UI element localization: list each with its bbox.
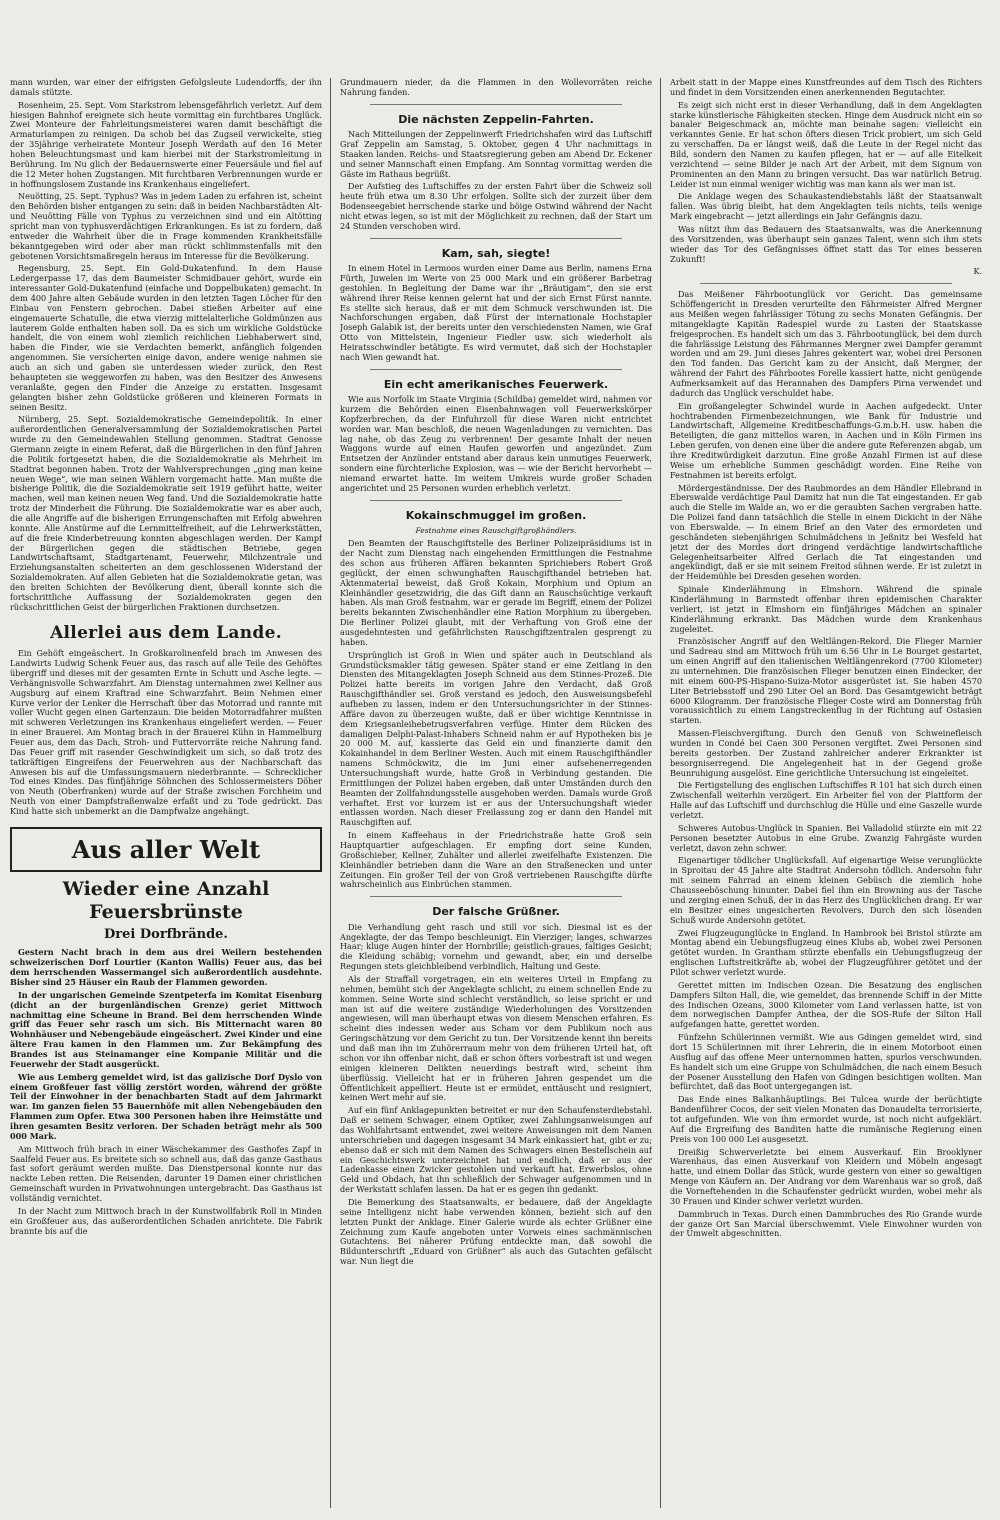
article-paragraph: In einem Hotel in Lermoos wurden einer Dame aus Berlin, namens Erna Fürth, Juwelen im Werte von 25 000 Mark und ein größerer Barbetrag gestohlen. In Begleitung der Dame war ihr „Bräutigam“, den sie erst während ihrer Reise kennen gelernt hat und der sich Ernst Fürst nannte. Es stellte sich heraus, daß er mit dem Schmuck verschwunden ist. Die Nachforschungen ergaben, daß Fürst der internationale Hochstapler Joseph Galabik ist, der bereits unter den verschiedensten Namen, wie Graf Otto von Mittelstein, Ingenieur Fiedler usw. sich wiederholt als Heiratsschwindler betätigte. Es wird vermutet, daß sich der Hochstapler nach Wien gewandt hat.	[340, 263, 652, 362]
article-paragraph: Auf ein fünf Anklagepunkten betreitet er nur den Schaufensterdiebstahl. Daß er seinem Schwager, einem Optiker, zwei Zahlungsanweisungen auf das Wohlfahrtsamt entwendet, zwei weitere Anweisungen mit dem Namen unterschrieben und dagegen insgesamt 34 Mark einkassiert hat, gibt er zu; ebenso daß er sich mit dem Namen des Schwagers einen Bestellschein auf ein Geschichtswerk unterzeichnet hat und endlich, daß er aus der Ladenkasse einen Zwicker gestohlen und verkauft hat. Erwerbslos, ohne Geld und Obdach, hat ihn schließlich der Schwager aufgenommen und in der Werkstatt schlafen lassen. Da hat er es gegen ihn gedankt.	[340, 1105, 652, 1195]
article-headline: Kokainschmuggel im großen.	[405, 508, 587, 522]
author-signature: K.	[973, 267, 982, 277]
article-subheadline: Festnahme eines Rauschgiftgroßhändlers.	[415, 526, 577, 536]
article-paragraph: Französischer Angriff auf den Weltlängen-Rekord. Die Flieger Marnier und Sadreau sind am Mittwoch früh um 6.56 Uhr in Le Bourget gestartet, um einen Angriff auf den italienischen Weltlängenrekord (7700 Kilometer) zu unternehmen. Die französischen Flieger benutzen einen Eindecker, der mit einem 600-PS-Hispano-Suiza-Motor ausgerüstet ist. Sie haben 4570 Liter Betriebsstoff und 290 Liter Oel an Bord. Das Gesamtgewicht beträgt 6000 Kilogramm. Der französische Flieger Coste wird am Donnerstag früh voraussichtlich zu einem Langstreckenflug in der Richtung auf Ostasien starten.	[670, 636, 982, 726]
divider	[370, 104, 622, 105]
article-headline: Ein echt amerikanisches Feuerwerk.	[383, 377, 609, 391]
article-paragraph: Eigenartiger tödlicher Unglücksfall. Auf eigenartige Weise verunglückte in Sproitau der 45 Jahre alte Stadtrat Andersohn tödlich. Andersohn fuhr mit seinem Fahrrad an einem kleinen Gebüsch die ziemlich hohe Chausseeböschung hinunter. Dabei fiel ihm ein Browning aus der Tasche und zerging einen Schuß, der in das Herz des Unglücklichen drang. Er war ein Besitzer eines ungesicherten Revolvers. Durch den sich lösenden Schuß wurde Andersohn getötet.	[670, 855, 982, 925]
article-paragraph: Neuötting, 25. Sept. Typhus? Was in jedem Laden zu erfahren ist, scheint den Behörden bisher entgangen zu sein: daß in beiden Nachbarstädten Alt- und Neuötting Fälle von Typhus zu verzeichnen sind und ein Altötting spricht man von typhusverdächtigen Erkrankungen. Es ist zu fordern, daß entweder die Wahrheit über die in Frage kommenden Krankheitsfälle bekanntgegeben wird oder aber man rückt schlimmstenfalls mit den gebotenen Vorsichtsmaßregeln heraus im Interesse für die Bevölkerung.	[10, 191, 322, 261]
article-paragraph: Wie aus Lemberg gemeldet wird, ist das galizische Dorf Dyslo von einem Großfeuer fast völlig zerstört worden, während der größte Teil der Einwohner in der benachbarten Stadt auf dem Jahrmarkt war. Im ganzen fielen 55 Bauernhöfe mit allen Nebengebäuden den Flammen zum Opfer. Etwa 300 Personen haben ihre Heimstätte und ihren gesamten Besitz verloren. Der Schaden beträgt mehr als 500 000 Mark.	[10, 1071, 322, 1141]
article-headline: Kam, sah, siegte!	[441, 246, 551, 260]
article-paragraph: Rosenheim, 25. Sept. Vom Starkstrom lebensgefährlich verletzt. Auf dem hiesigen Bahnhof ereignete sich heute vormittag ein furchtbares Unglück. Zwei Monteure der Fahrleitungsmeisterei waren damit beschäftigt die Armaturlampen zu reinigen. Da schob bei das Zugseil verwickelte, stieg der 35jährige verheiratete Monteur Joseph Werdath auf den 16 Meter hohen Beleuchtungsmast und kam hierbei mit der Starkstromleitung in Berührung. Im Nu glich der Bedauernswerte einer Feuersäule und fiel auf die 12 Meter hohen Zugstangen. Mit furchtbaren Verbrennungen wurde er in hoffnungslosem Zustande ins Krankenhaus eingeliefert.	[10, 99, 322, 189]
article-paragraph: Es zeigt sich nicht erst in dieser Verhandlung, daß in dem Angeklagten starke künstlerische Fähigkeiten stecken. Hinge dem Ausdruck nicht ein so banaler Beigeschmack an, möchte man beinahe sagen: vielleicht ein verkanntes Genie. Er hat schon öfters diesen Trick probiert, um sich Geld zu verschaffen. Da er längst weiß, daß die Leute in der Regel nicht das Bild, sondern den Namen zu kaufen pflegen, hat er — auf alle Eitelkeit verzichtend — seine Bilder je nach Art der Arbeit, mit dem Signum von Prominenten an den Mann zu bringen versucht. Das war natürlich Betrug. Leider ist nun einmal weniger wichtig was man kann als wer man ist.	[670, 99, 982, 189]
article-headline: Der falsche Grüßner.	[432, 905, 560, 919]
article-paragraph: Die Fertigstellung des englischen Luftschiffes R 101 hat sich durch einen Zwischenfall weiterhin verzögert. Ein Arbeiter fiel von der Plattform der Halle auf das Luftschiff und durchschlug die Hülle und eine Gaszelle wurde verletzt.	[670, 780, 982, 821]
column-left	[10, 78, 322, 1239]
section-heading: Allerlei aus dem Lande.	[50, 622, 282, 643]
article-paragraph: Schweres Autobus-Unglück in Spanien. Bei Valladolid stürzte ein mit 22 Personen besetzter Autobus in eine Grube. Zwanzig Fahrgäste wurden verletzt, davon zehn schwer.	[670, 822, 982, 853]
article-paragraph: In der ungarischen Gemeinde Szentpeterfa im Komitat Eisenburg (dicht an der burgenländischen Grenze) geriet Mittwoch nachmittag eine Scheune in Brand. Bei dem herrschenden Winde griff das Feuer sehr rasch um sich. Bis Mitternacht waren 80 Wohnhäuser und Nebengebäude eingeäschert. Zwei Kinder und eine ältere Frau kamen in den Flammen um. Zur Bekämpfung des Brandes ist aus Steinamanger eine Kompanie Militär und die Feuerwehr der Stadt ausgerückt.	[10, 989, 322, 1069]
divider	[370, 896, 622, 897]
article-paragraph: Ursprünglich ist Groß in Wien und später auch in Deutschland als Grundstücksmakler tätig gewesen. Später stand er eine Zeitlang in den Diensten des Mitangeklagten Joseph Schneid aus dem Stinnes-Prozeß. Die Polizei hatte bereits im vorigen Jahre den Verdacht, daß Groß Rauschgifthändler sei. Groß verstand es jedoch, den Ausweisungsbefehl aufheben zu lassen, indem er den Untersuchungsrichter in der Stinnes-Affäre davon zu überzeugen wußte, daß er über wichtige Kenntnisse in dem Kriegsanleihebetrugsverfahren verfüge. Hinter dem Rücken des damaligen Delphi-Palast-Inhabers Schneid nahm er auf Hypotheken bis je 20 000 M. auf, kassierte das Geld ein und finanzierte damit den Kokainhandel in dem Berliner Westen. Auch mit einem Rauschgifthändler namens Schmöckwitz, die im Juni einer aufsehenerregenden Untersuchungshaft wurde, hatte Groß in Verbindung gestanden. Die Ermittlungen der Polizei haben ergeben, daß unter Umständen durch den Beamten der Zollfahndungsstelle ausgehoben werden. Damals wurde Groß verhaftet. Erst vor kurzem ist er aus der Untersuchungshaft wieder entlassen worden. Nach dieser Freilassung zog er dann den Handel mit Rauschgiften auf.	[340, 649, 652, 828]
article-paragraph: Grundmauern nieder, da die Flammen in den Wollevorräten reiche Nahrung fanden.	[340, 78, 652, 97]
divider	[370, 500, 622, 501]
article-paragraph: Das Ende eines Balkanhäuptlings. Bei Tulcea wurde der berüchtigte Bandenführer Cocos, der seit vielen Monaten das Donaudelta terrorisierte, tot aufgefunden. Wie von ihm ermordet wurde, ist noch nicht aufgeklärt. Auf die Ergreifung des Banditen hatte die rumänische Regierung einen Preis von 100 000 Lei ausgesetzt.	[670, 1094, 982, 1144]
divider	[370, 238, 622, 239]
article-paragraph: Die Bemerkung des Staatsanwalts, er bedauere, daß der Angeklagte seine Intelligenz nicht habe verwenden können, bezieht sich auf den letzten Punkt der Anklage. Einer Galerie wurde als echter Grüßner eine Zeichnung zum Kaufe angeboten unter Vorweis eines sachmännischen Gutachtens. Bei näherer Prüfung entdeckte man, daß sowohl die Bildunterschrift „Eduard von Grüßner“ als auch das Gutachten gefälscht war. Nun liegt die	[340, 1196, 652, 1267]
article-paragraph: Die Anklage wegen des Schaukastendiebstahls läßt der Staatsanwalt fallen. Was übrig bleibt, hat dem Angeklagten teils nichts, teils wenige Mark eingebracht — jetzt allerdings ein Jahr Gefängnis dazu.	[670, 191, 982, 222]
article-paragraph: Als der Straffall vorgetragen, ein ein weiteres Urteil in Empfang zu nehmen, bemüht sich der Angeklagte schlicht, zu einem schnellen Ende zu kommen. Seine Worte sind schlecht verständlich, so leise spricht er und man ist auf die weitere zuständige Wiederholungen des Vorsitzenden angewiesen, will man überhaupt etwas von diesem Menschen erfahren. Es scheint dies indessen weder aus Scham vor dem Publikum noch aus Geringschätzung vor dem Gericht zu tun. Der Vorsitzende kennt ihn bereits und daß man ihn im Zuhörerraum mehr von dem früheren Urteil hat, oft schon vor ihn offenbar nicht, daß er schon öfters vorbestraft ist und wegen einigen kleineren Delikten neuerdings bestraft wird, scheint ihm überflüssig. Vielleicht hat er in früheren Jahren gespendet um die Öffentlichkeit appelliert. Heute ist er ermüdet, enttäuscht und resigniert, keinen Wert mehr auf sie.	[340, 974, 652, 1103]
column-rule	[660, 78, 661, 1508]
article-paragraph: mann wurden, war einer der eifrigsten Gefolgsleute Ludendorffs, der ihn damals stützte.	[10, 78, 322, 97]
article-paragraph: Nürnberg, 25. Sept. Sozialdemokratische Gemeindepolitik. In einer außerordentlichen Generalversammlung der Sozialdemokratischen Partei wurde zu den Gemeindewahlen Stellung genommen. Stadtrat Genosse Giermann zeigte in einem Referat, daß die Bürgerlichen in den fünf Jahren die Politik fortgesetzt haben, die die Sozialdemokratie als Mehrheit im Stadtrat begonnen haben. Trotz der Wahlversprechungen „ging man keine neuen Wege“, wie man seinen Wählern vorgemacht hatte. Man mußte die bisherige Politik, die die Sozialdemokratie seit 1919 geführt hatte, weiter machen, weil man keinen neuen Weg fand. Und die Sozialdemokratie hatte trotz der Minderheit die Führung. Die Sozialdemokratie war es aber auch, die alle Angriffe auf die bisherigen Errungenschaften mit Erfolg abwehren konnte. Alle Anstürme auf die Lernmittelfreiheit, auf die Lehrwerkstätten, auf die freie Kinderbetreuung konnten abgeschlagen werden. Der Kampf der Bürgerlichen gegen die städtischen Betriebe, gegen Landwirtschaftsamt, Stadtgartenamt, Feuerwehr, Milchzentrale und Erziehungsanstalten scheiterten an dem geschlossenen Widerstand der Sozialdemokraten. Auf allen Gebieten hat die Sozialdemokratie getan, was den breiten Schichten der Bevölkerung dient, überall konnte sich die fortschrittliche Auffassung der Sozialdemokraten gegen den rückschrittlichen Geist der bürgerlichen Fraktionen durchsetzen.	[10, 414, 322, 612]
article-paragraph: Das Meißener Fährbootunglück vor Gericht. Das gemeinsame Schöffengericht in Dresden verurteilte den Fährmeister Alfred Mergner aus Meißen wegen fahrlässiger Tötung zu sechs Monaten Gefängnis. Der mitangeklagte Kapitän Radespiel wurde zu Lasten der Staatskasse freigesprochen. Es handelt sich um das 3. Fährbootunglück, bei dem durch die fahrlässige Leistung des Fährmannes Mergner zwei Dampfer gerammt worden und am 29. Juni dieses Jahres gekentert war, wobei drei Personen den Tod fanden. Das Gericht kam zu der Ansicht, daß Mergner, der während der Fahrt des Fährbootes Forelle kassiert hatte, nicht genügende Aufmerksamkeit auf das Herannahen des Dampfers Pirna verwendet und dadurch das Unglück verschuldet habe.	[670, 289, 982, 398]
article-paragraph: Regensburg, 25. Sept. Ein Gold-Dukatenfund. In dem Hause Ledergerpasse 17, das dem Baumeister Schmidbauer gehört, wurde ein interessanter Gold-Dukatenfund (einfache und Doppelbukaten) gemacht. In dem 400 Jahre alten Gebäude wurden in den letzten Tagen Löcher für den Einbau von Fenstern gebrochen. Dabei stießen Arbeiter auf eine eingemauerte Schatulle, die etwa vierzig mittelalterliche Goldmünzen aus lauterem Golde enthalten haben soll. Da es sich um wirkliche Goldstücke handelt, die von einem wohl ziemlich reichlichen Liebhaberwert sind, haben die Finder, wie sie Verdachten bemerkt, anfänglich folgenden angenommen. Sie versicherten einige davon, andere wenige nahmen sie auch an sich und gaben sie unterdessen wieder zurück, den Rest behaupteten sie weggeworfen zu haben, was den Besitzer des Anwesens veranlaßte, gegen den Finder die Anzeige zu erstatten. Insgesamt gelangten bisher zehn Goldstücke größeren und kleineren Formats in seinen Besitz.	[10, 263, 322, 412]
article-paragraph: Wie aus Norfolk im Staate Virginia (Schildba) gemeldet wird, nahmen vor kurzem die Behörden einen Eisenbahnwagen voll Feuerwerkskörper Kopfzerbrechen, da der Einfuhrzoll für diese Waren nicht entrichtet worden war. Man beschloß, die neuen Wagenladungen zu vernichten. Das lag nahe, ob das Zeug zu verbrennen! Der gesamte Inhalt der neuen Waggons wurde auf einen Haufen geworfen und angezündet. Zum Entsetzen der Anzünder entstand aber daraus kein unmutiges Feuerwerk, sondern eine fürchterliche Explosion, was — wie der Bericht hervorhebt — niemand erwartet hatte. Im weitem Umkreis wurde großer Schaden angerichtet und 25 Personen wurden erheblich verletzt.	[340, 394, 652, 493]
article-paragraph: Fünfzehn Schülerinnen vermißt. Wie aus Gdingen gemeldet wird, sind dort 15 Schülerinnen mit ihrer Lehrerin, die in einem Motorboot einen Ausflug auf das offene Meer unternommen hatten, spurlos verschwunden. Es handelt sich um eine Gruppe von Schulmädchen, die nach einem Besuch der Posener Ausstellung den Hafen von Gdingen besichtigen wollten. Man befürchtet, daß das Boot untergegangen ist.	[670, 1032, 982, 1092]
article-paragraph: Gerettet mitten im Indischen Ozean. Die Besatzung des englischen Dampfers Silton Hall, die, wie gemeldet, das brennende Schiff in der Mitte des Indischen Ozeans, 3000 Kilometer vom Land verlassen hatte, ist von dem norwegischen Dampfer Anthea, der die SOS-Rufe der Silton Hall aufgefangen hatte, gerettet worden.	[670, 979, 982, 1030]
article-headline: Die nächsten Zeppelin-Fahrten.	[398, 112, 594, 126]
article-paragraph: Massen-Fleischvergiftung. Durch den Genuß von Schweinefleisch wurden in Condé bei Caen 300 Personen vergiftet. Zwei Personen sind bereits gestorben. Der Zustand zahlreicher anderer Erkrankter ist besorgniserregend. Die Angelegenheit hat in der Gegend große Beunruhigung ausgelöst. Eine gerichtliche Untersuchung ist eingeleitet.	[670, 728, 982, 778]
article-headline: Wieder eine Anzahl Feuersbrünste	[62, 878, 270, 924]
article-paragraph: Nach Mitteilungen der Zeppelinwerft Friedrichshafen wird das Luftschiff Graf Zeppelin am Samstag, 5. Oktober, gegen 4 Uhr nachmittags in Staaken landen. Reichs- und Staatsregierung geben am Abend Dr. Eckener und seiner Mannschaft einen Empfang. Am Sonntag vormittag werden die Gäste im Rathaus begrüßt.	[340, 129, 652, 179]
article-paragraph: Mördergeständnisse. Der des Raubmordes an dem Händler Ellebrand in Eberswalde verdächtige Paul Damitz hat nun die Tat eingestanden. Er gab auch die Stelle im Walde an, wo er die geraubten Sachen vergraben hatte. Die Polizei fand dann tatsächlich die Stelle in einem Dickicht in der Nähe von Eberswalde. — In einem Brief an den Vater des ermordeten und geschändeten siebenjährigen Schulmädchens in Jeßnitz bei Wesfeld hat jetzt der des Mordes dort dringend verdächtige landwirtschaftliche Gelegenheitsarbeiter Alfred Gerlach die Tat eingestanden und angekündigt, daß er sie mit seinem Freitod sühnen werde. Er ist zuletzt in der Heidemühle bei Dresden gesehen worden.	[670, 482, 982, 582]
article-paragraph: Gestern Nacht brach in dem aus drei Weilern bestehenden schweizerischen Dorf Lourtier (Kanton Wallis) Feuer aus, das bei dem herrschenden Wassermangel sich außerordentlich ausdehnte. Bisher sind 25 Häuser ein Raub der Flammen geworden.	[10, 947, 322, 987]
article-paragraph: Zwei Flugzeugunglücke in England. In Hambrook bei Bristol stürzte am Montag abend ein Uebungsflugzeug eines Klubs ab, wobei zwei Personen getötet wurden. In Grantham stürzte ebenfalls ein Uebungsflugzeug der englischen Luftstreitkräfte ab, wobei der Flugzeugführer getötet und der Pilot schwer verletzt wurde.	[670, 927, 982, 977]
article-paragraph: Ein Gehöft eingeäschert. In Großkarolinenfeld brach im Anwesen des Landwirts Ludwig Schenk Feuer aus, das rasch auf alle Teile des Gehöftes übergriff und dieses mit der gesamten Ernte in Schutt und Asche legte. — Verhängnisvolle Schwarzfahrt. Am Dienstag unternahmen zwei Kellner aus Augsburg auf einem Kraftrad eine Schwarzfahrt. Beim Nehmen einer Kurve verlor der Lenker die Herrschaft über das Motorrad und rannte mit voller Wucht gegen einen Gartenzaun. Die beiden Motorradfahrer mußten mit schweren Verletzungen ins Krankenhaus eingeliefert werden. — Feuer in einer Brauerei. Am Montag brach in der Brauerei Kühn in Hammelburg Feuer aus, dem das Dach, Stroh- und Futtervorräte reiche Nahrung fand. Das Feuer griff mit rasender Geschwindigkeit um sich, so daß trotz des tatkräftigen Eingreifens der Feuerwehren aus der Nachbarschaft das Anwesen bis auf die Umfassungsmauern niederbrannte. — Schrecklicher Tod eines Kindes. Das fünfjährige Söhnchen des Schlossermeisters Döher von Neuth (Oberfranken) wurde auf der Straße zwischen Forchheim und Neuth von einer Dampfstraßenwalze erfaßt und zu Tode gedrückt. Das Kind hatte sich unbemerkt an die Dampfwalze angehängt.	[10, 648, 322, 817]
article-paragraph: In der Nacht zum Mittwoch brach in der Kunstwollfabrik Roll in Minden ein Großfeuer aus, das außerordentlichen Schaden anrichtete. Die Fabrik brannte bis auf die	[10, 1205, 322, 1236]
article-paragraph: Spinale Kinderlähmung in Elmshorn. Während die spinale Kinderlähmung in Barmstedt offenbar ihren epidemischen Charakter verliert, ist jetzt in Elmshorn ein fünfjähriges Mädchen an spinaler Kinderlähmung erkrankt. Das Mädchen wurde dem Krankenhaus zugeleitet.	[670, 584, 982, 634]
article-paragraph: Ein großangelegter Schwindel wurde in Aachen aufgedeckt. Unter hochtrabenden Firmenbezeichnungen, wie Bank für Industrie und Landwirtschaft, Allgemeine Kreditbeschaffungs-G.m.b.H. usw. haben die Beteiligten, die ganz mittellos waren, in Aachen und in Köln Firmen ins Leben gerufen, von denen eine über die andere gute Referenzen abgab, um ihre Kreditwürdigkeit darzutun. Eine große Anzahl Firmen ist auf diese Weise um erhebliche Summen geschädigt worden. Eine Reihe von Festnahmen ist bereits erfolgt.	[670, 400, 982, 480]
article-paragraph: Den Beamten der Rauschgiftstelle des Berliner Polizeipräsidiums ist in der Nacht zum Dienstag nach eingehenden Ermittlungen die Festnahme des schon aus früheren Affären bekannten Sprichiebers Robert Groß geglückt, der einen schwunghaften Rauschgifthandel betrieben hat. Aktenmaterial beweist, daß Groß Kokain, Morphium und Opium an Kleinhändler gesetzwidrig, die das Gift dann an Rauschsüchtige verkauft haben. Als man Groß festnahm, war er gerade im Begriff, einem der Polizei bereits bekannten Zwischenhändler eine Ration Morphium zu übergeben. Die Berliner Polizei glaubt, mit der Verhaftung von Groß eine der ausgedehntesten und gefährlichsten Rauschgiftzentralen gesprengt zu haben.	[340, 538, 652, 647]
divider	[700, 283, 952, 284]
column-right	[670, 78, 982, 1242]
article-paragraph: Arbeit statt in der Mappe eines Kunstfreundes auf dem Tisch des Richters und findet in dem Vorsitzenden einen anerkennenden Begutachter.	[670, 78, 982, 97]
article-paragraph: Der Aufstieg des Luftschiffes zu der ersten Fahrt über die Schweiz soll heute früh etwa um 8.30 Uhr erfolgen. Sollte sich der zurzeit über dem Bodenseegebiet herrschende starke und böige Ostwind während der Nacht nicht etwas legen, so ist mit der Möglichkeit zu rechnen, daß der Start um 24 Stunden verschoben wird.	[340, 181, 652, 231]
article-paragraph: Die Verhandlung geht rasch und still vor sich. Diesmal ist es der Angeklagte, der das Tempo beschleunigt. Ein Vierziger; langes, schwarzes Haar; kluge Augen hinter der Hornbrille; geistlich-graues, faltiges Gesicht; die Kleidung schäbig; vornehm und gewandt, aber, ein und derselbe Regungen stets gleichbleibend verbindlich, Haltung und Geste.	[340, 921, 652, 972]
column-middle	[340, 78, 652, 1270]
divider	[370, 369, 622, 370]
article-paragraph: Dammbruch in Texas. Durch einen Dammbruches des Rio Grande wurde der ganze Ort San Marcial überschwemmt. Viele Einwohner wurden von der Umwelt abgeschnitten.	[670, 1208, 982, 1239]
column-rule	[330, 78, 331, 1508]
article-paragraph: In einem Kaffeehaus in der Friedrichstraße hatte Groß sein Hauptquartier aufgeschlagen. Er empfing dort seine Kunden, Großschieber, Kellner, Zuhälter und allerlei zweifelhafte Existenzen. Die Kleinhändler betrieben dann die Ware an den Straßenecken und unter Zeitungen. Ein großer Teil der von Groß vertriebenen Rauschgifte dürfte wahrscheinlich aus Einbrüchen stammen.	[340, 830, 652, 890]
article-paragraph: Am Mittwoch früh brach in einer Wäschekammer des Gasthofes Zapf in Saalfeld Feuer aus. Es breitete sich so schnell aus, daß das ganze Gasthaus fast sofort geräumt werden mußte. Das Dienstpersonal konnte nur das nackte Leben retten. Die Reisenden, darunter 19 Damen einer christlichen Gemeinschaft wurden in Privatwohnungen untergebracht. Das Gasthaus ist vollständig vernichtet.	[10, 1143, 322, 1203]
section-banner: Aus aller Welt	[10, 827, 322, 872]
article-paragraph: Dreißig Schwerverletzte bei einem Ausverkauf. Ein Brooklyner Warenhaus, das einen Ausverkauf von Kleidern und Möbeln angesagt hatte, und einem Dollar das Stück, wurde gestern von einer so gewaltigen Menge von Käufern an. Der Andrang vor dem Warenhaus war so groß, daß die Vorneftehenden in die Schaufenster gedrückt wurden, wobei mehr als 30 Frauen und Kinder schwer verletzt wurden.	[670, 1146, 982, 1206]
article-paragraph: Was nützt ihm das Bedauern des Staatsanwalts, was die Anerkennung des Vorsitzenden, was überhaupt sein ganzes Talent, wenn sich ihm stets wieder das Tor des Gefängnisses öffnet statt das Tor eines besseren Zukunft!	[670, 224, 982, 264]
article-subheadline: Drei Dorfbrände.	[104, 926, 228, 942]
